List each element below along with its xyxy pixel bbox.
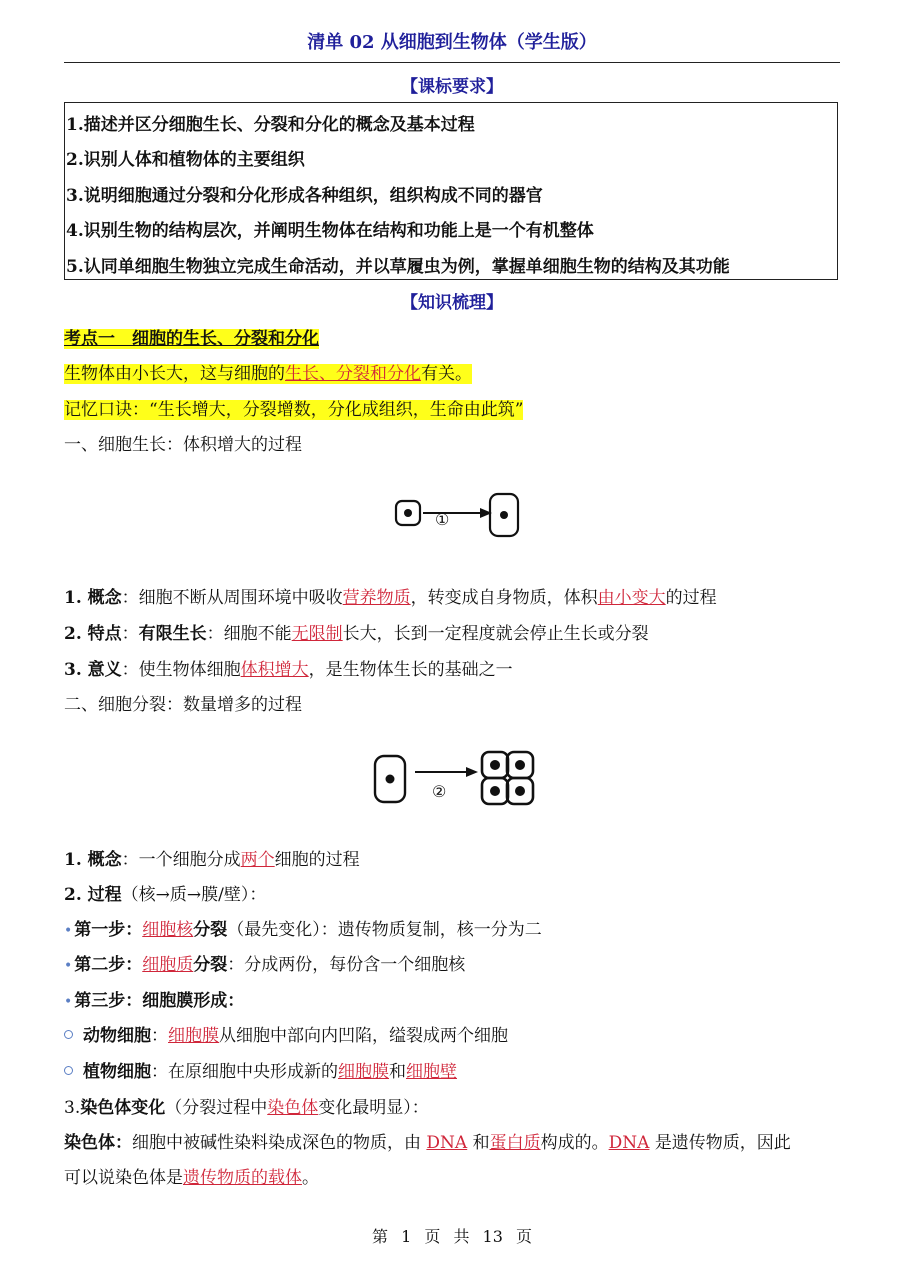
requirement-item: 5.认同单细胞生物独立完成生命活动，并以草履虫为例，掌握单细胞生物的结构及其功能 [66,257,730,277]
circle-bullet-icon [64,1030,73,1039]
bullet-dot-icon: • [64,958,73,974]
requirement-item: 1.描述并区分细胞生长、分裂和分化的概念及基本过程 [66,115,475,135]
requirements-heading: 【课标要求】 [401,77,503,97]
division-step-one: • 第一步：细胞核分裂（最先变化）：遗传物质复制，核一分为二 [64,920,542,940]
growth-heading: 一、细胞生长：体积增大的过程 [64,435,302,455]
topic-title-text: 考点一 细胞的生长、分裂和分化 [64,329,319,349]
growth-meaning: 3. 意义：使生物体细胞体积增大，是生物体生长的基础之一 [64,660,513,680]
bullet-dot-icon: • [64,923,73,939]
intro-post: 有关。 [421,364,472,384]
intro-line [64,359,472,384]
division-heading: 二、细胞分裂：数量增多的过程 [64,695,302,715]
animal-cell-line: 动物细胞：细胞膜从细胞中部向内凹陷，缢裂成两个细胞 [64,1021,508,1046]
division-process: 2. 过程（核→质→膜/壁）： [64,885,267,905]
chromosome-def-line-1: 染色体：细胞中被碱性染料染成深色的物质，由 DNA 和蛋白质构成的。DNA 是遗传物质，因此 [64,1133,791,1153]
chromosome-change-line: 3.染色体变化（分裂过程中染色体变化最明显）： [64,1098,429,1118]
intro-key: 生长、分裂和分化 [285,364,421,384]
division-concept: 1. 概念：一个细胞分成两个细胞的过程 [64,850,360,870]
intro-pre: 生物体由小长大，这与细胞的 [64,364,285,384]
plant-cell-line: 植物细胞：在原细胞中央形成新的细胞膜和细胞壁 [64,1057,457,1082]
requirement-item: 3.说明细胞通过分裂和分化形成各种组织，组织构成不同的器官 [66,186,543,206]
chromosome-def-line-2: 可以说染色体是遗传物质的载体。 [64,1168,319,1188]
requirement-item: 4.识别生物的结构层次，并阐明生物体在结构和功能上是一个有机整体 [66,221,594,241]
cell-division-diagram [370,740,535,820]
division-step-three: • 第三步：细胞膜形成： [64,991,245,1011]
cell-growth-diagram [390,478,520,558]
mnemonic-line [64,395,523,420]
step-two-label: ② [432,782,447,801]
division-step-two: • 第二步：细胞质分裂：分成两份，每份含一个细胞核 [64,955,466,975]
topic-title [64,324,319,349]
growth-concept: 1. 概念：细胞不断从周围环境中吸收营养物质，转变成自身物质，体积由小变大的过程 [64,588,717,608]
knowledge-heading: 【知识梳理】 [401,293,503,313]
title-divider [64,62,840,63]
growth-feature: 2. 特点：有限生长：细胞不能无限制长大，长到一定程度就会停止生长或分裂 [64,624,649,644]
page-title: 清单 02 从细胞到生物体（学生版） [307,32,597,53]
mnemonic-text: 记忆口诀：“生长增大，分裂增数，分化成组织，生命由此筑” [64,400,524,420]
page-number: 第 1 页 共 13 页 [372,1227,532,1246]
requirements-box [64,102,838,280]
bullet-dot-icon: • [64,994,73,1010]
step-one-label: ① [435,510,450,529]
circle-bullet-icon [64,1066,73,1075]
requirement-item: 2.识别人体和植物体的主要组织 [66,150,305,170]
